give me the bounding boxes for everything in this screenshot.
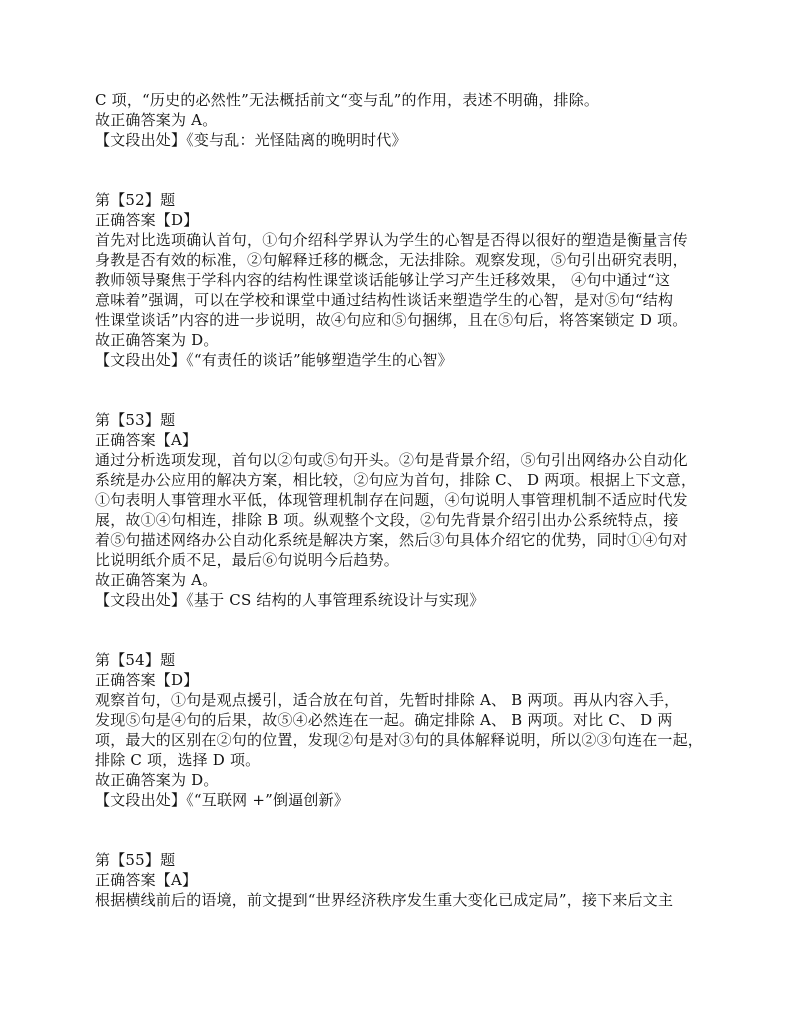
explanation-line: 性课堂谈话”内容的进一步说明，故④句应和⑤句捆绑，且在⑤句后，将答案锁定 D 项。 <box>95 311 688 329</box>
question-title: 第【54】题 <box>95 651 176 669</box>
explanation-line: 发现⑤句是④句的后果，故⑤④必然连在一起。确定排除 A、 B 两项。对比 C、 D 两 <box>95 711 673 729</box>
intro-source: 【文段出处】《变与乱：光怪陆离的晚明时代》 <box>95 131 407 149</box>
explanation-line: ①句表明人事管理水平低，体现管理机制存在问题，④句说明人事管理机制不适应时代发 <box>95 491 688 509</box>
question-block-55 <box>95 850 720 910</box>
intro-conclusion: 故正确答案为 A。 <box>95 111 218 129</box>
document-page <box>95 90 720 910</box>
conclusion-line: 故正确答案为 D。 <box>95 771 219 789</box>
question-block-54 <box>95 650 720 810</box>
explanation-line: 通过分析选项发现，首句以②句或⑤句开头。②句是背景介绍，⑤句引出网络办公自动化 <box>95 451 688 469</box>
question-title: 第【53】题 <box>95 411 176 429</box>
explanation-line: 比说明纸介质不足，最后⑥句说明今后趋势。 <box>95 551 400 569</box>
explanation-line: 系统是办公应用的解决方案，相比较，②句应为首句，排除 C、 D 两项。根据上下文意， <box>95 471 697 489</box>
answer-line: 正确答案【D】 <box>95 671 199 689</box>
spacer <box>95 370 720 410</box>
explanation-line: 意味着”强调，可以在学校和课堂中通过结构性谈话来塑造学生的心智，是对⑤句“结构 <box>95 291 674 309</box>
conclusion-line: 故正确答案为 D。 <box>95 331 219 349</box>
source-line: 【文段出处】《“有责任的谈话”能够塑造学生的心智》 <box>95 351 453 369</box>
question-title: 第【55】题 <box>95 851 176 869</box>
spacer <box>95 810 720 850</box>
answer-line: 正确答案【A】 <box>95 871 198 889</box>
explanation-line: 观察首句，①句是观点援引，适合放在句首，先暂时排除 A、 B 两项。再从内容入手， <box>95 691 680 709</box>
question-block-53 <box>95 410 720 610</box>
explanation-line: 身教是否有效的标准，②句解释迁移的概念，无法排除。观察发现，⑤句引出研究表明， <box>95 251 688 269</box>
answer-line: 正确答案【A】 <box>95 431 198 449</box>
spacer <box>95 610 720 650</box>
answer-line: 正确答案【D】 <box>95 211 199 229</box>
explanation-line: 排除 C 项，选择 D 项。 <box>95 751 261 769</box>
conclusion-line: 故正确答案为 A。 <box>95 571 218 589</box>
question-block-52 <box>95 190 720 370</box>
explanation-line: 着⑤句描述网络办公自动化系统是解决方案，然后③句具体介绍它的优势，同时①④句对 <box>95 531 688 549</box>
source-line: 【文段出处】《基于 CS 结构的人事管理系统设计与实现》 <box>95 591 485 609</box>
spacer <box>95 150 720 190</box>
question-title: 第【52】题 <box>95 191 176 209</box>
explanation-line: 根据横线前后的语境，前文提到“世界经济秩序发生重大变化已成定局”，接下来后文主 <box>95 891 674 909</box>
intro-block <box>95 90 720 150</box>
explanation-line: 教师领导聚焦于学科内容的结构性课堂谈话能够让学习产生迁移效果， ④句中通过“这 <box>95 271 671 289</box>
explanation-line: 展，故①④句相连，排除 B 项。纵观整个文段，②句先背景介绍引出办公系统特点，接 <box>95 511 679 529</box>
explanation-line: 首先对比选项确认首句，①句介绍科学界认为学生的心智是否得以很好的塑造是衡量言传 <box>95 231 688 249</box>
explanation-line: 项，最大的区别在②句的位置，发现②句是对③句的具体解释说明，所以②③句连在一起， <box>95 731 704 749</box>
source-line: 【文段出处】《“互联网 +”倒逼创新》 <box>95 791 349 809</box>
intro-line: C 项，“历史的必然性”无法概括前文“变与乱”的作用，表述不明确，排除。 <box>95 91 600 109</box>
